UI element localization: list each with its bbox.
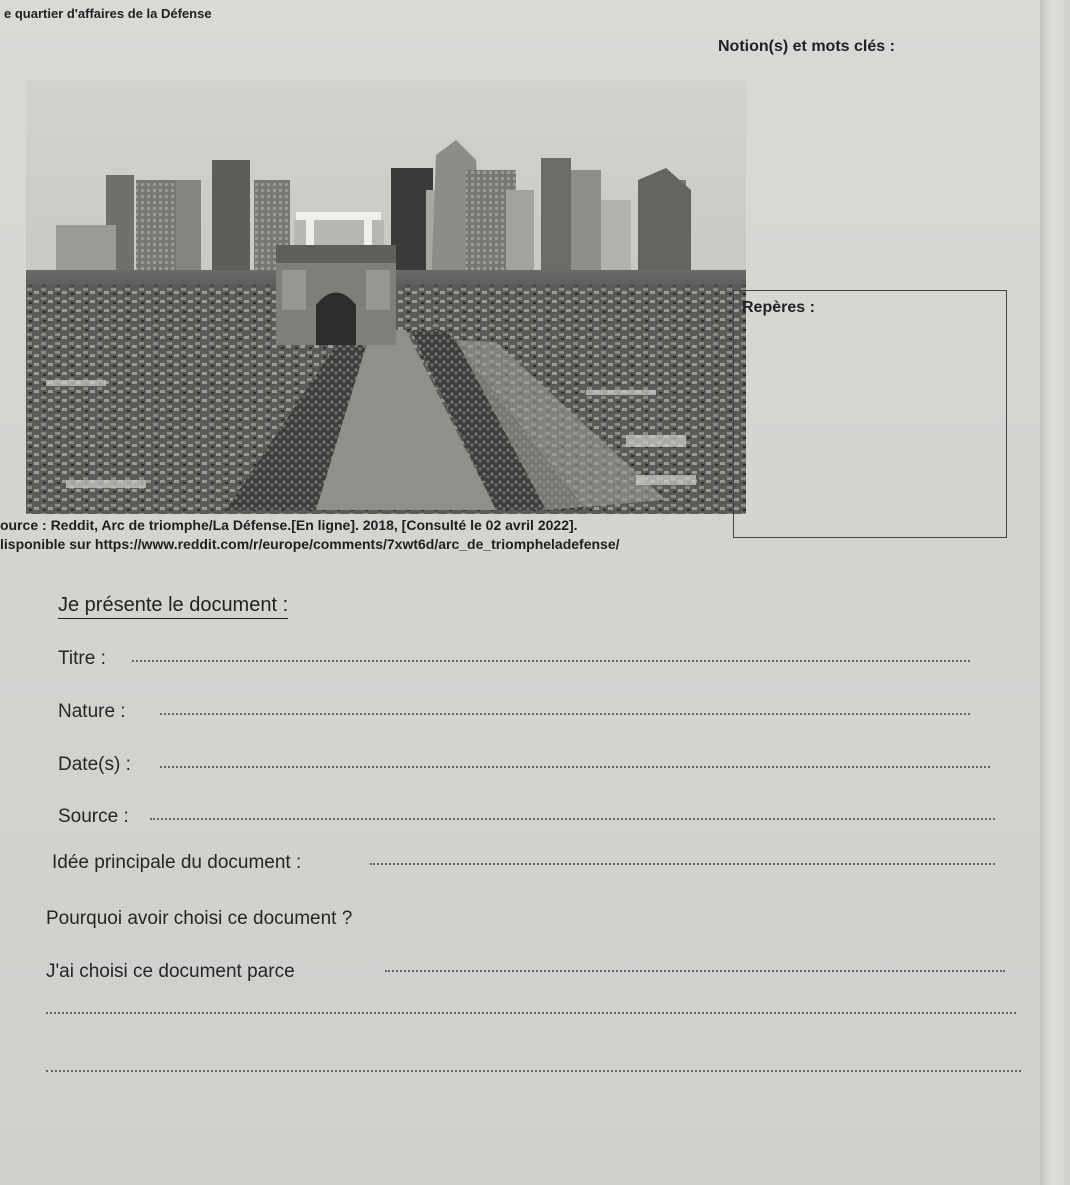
choisi-answer-line-2[interactable] (46, 1012, 1016, 1014)
titre-label: Titre : (58, 648, 106, 669)
pourquoi-question: Pourquoi avoir choisi ce document ? (46, 908, 353, 929)
page-edge (1040, 0, 1070, 1185)
notions-label: Notion(s) et mots clés : (718, 38, 895, 55)
titre-answer-line[interactable] (132, 660, 970, 662)
dates-answer-line[interactable] (160, 766, 990, 768)
source-label: Source : (58, 806, 129, 827)
source-answer-line[interactable] (150, 818, 995, 820)
photo-caption-source: ource : Reddit, Arc de triomphe/La Défense.[En ligne]. 2018, [Consulté le 02 avril 2022]. (0, 517, 578, 533)
document-title: e quartier d'affaires de la Défense (4, 6, 212, 21)
nature-label: Nature : (58, 701, 126, 722)
section-title: Je présente le document : (58, 594, 288, 619)
nature-answer-line[interactable] (160, 713, 970, 715)
choisi-answer-line-1[interactable] (385, 970, 1005, 972)
choisi-label: J'ai choisi ce document parce (46, 961, 295, 982)
idee-principale-answer-line[interactable] (370, 863, 995, 865)
photo-arc-de-triomphe-la-defense (26, 80, 746, 514)
choisi-answer-line-3[interactable] (46, 1070, 1021, 1072)
reperes-label: Repères : (742, 299, 815, 316)
idee-principale-label: Idée principale du document : (52, 852, 302, 873)
photo-caption-url: lisponible sur https://www.reddit.com/r/europe/comments/7xwt6d/arc_de_triompheladefense/ (0, 536, 620, 552)
reperes-box (733, 290, 1007, 538)
dates-label: Date(s) : (58, 754, 131, 775)
